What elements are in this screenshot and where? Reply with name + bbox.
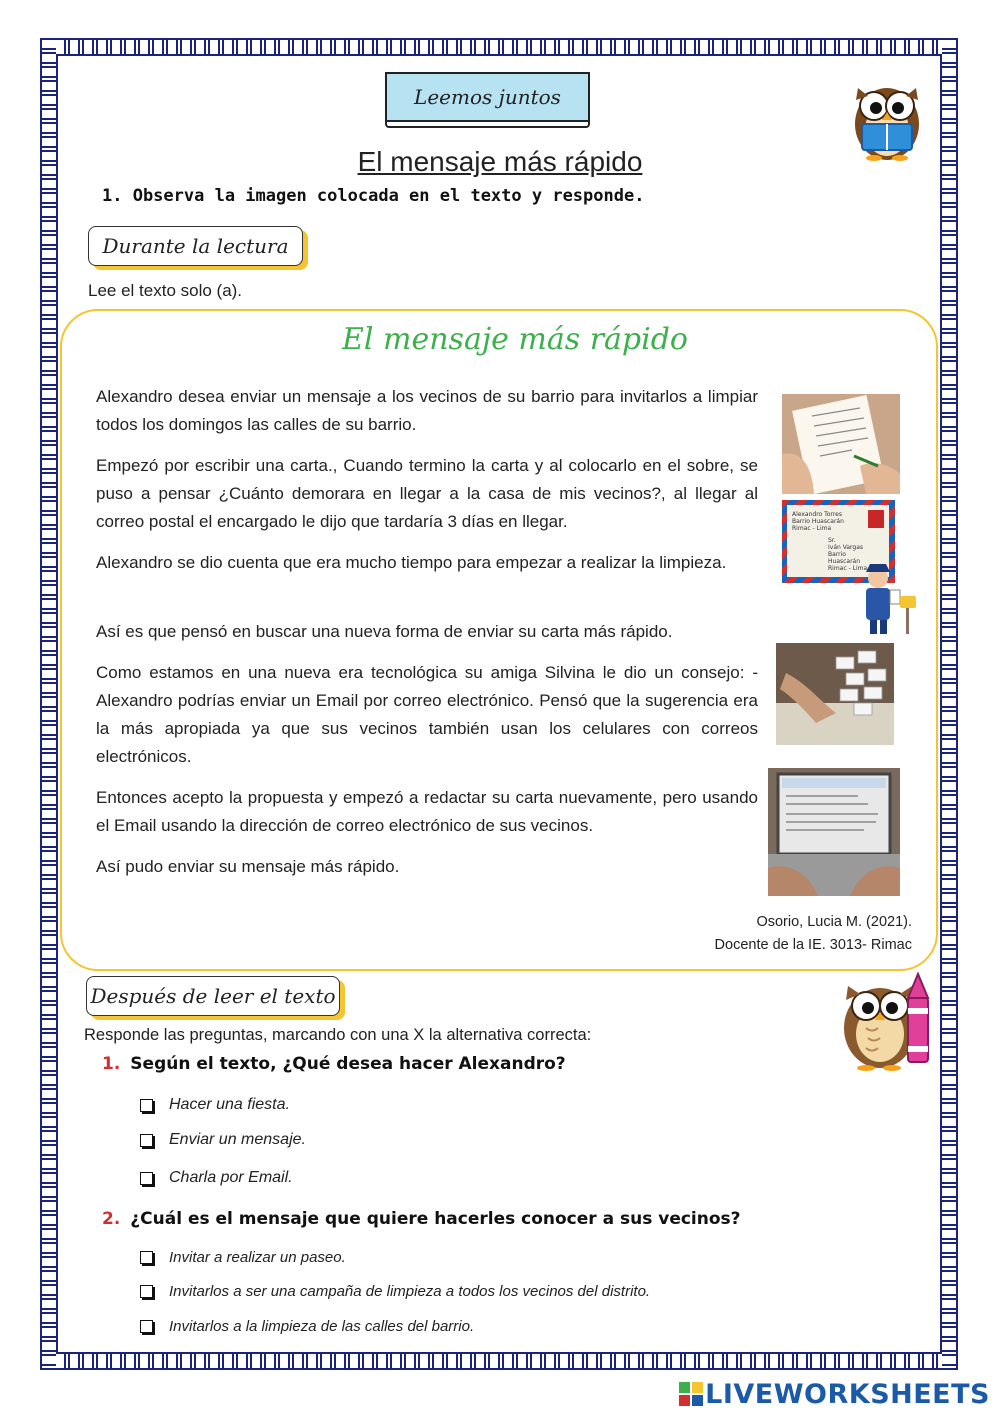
laptop-email-image — [768, 768, 900, 896]
owl-crayon-illustration — [836, 968, 940, 1074]
question-1-number: 1. — [102, 1054, 121, 1074]
paragraph-5: Como estamos en una nueva era tecnológica su amiga Silvina le dio un consejo: -Alexandro podrías enviar un Email por correo electrónico. Pensó que la sugerencia era la más apropiada ya que sus vecinos también usan los celulares con correos electrónicos. — [96, 663, 758, 766]
paragraph-2: Empezó por escribir una carta., Cuando termino la carta y al colocarlo en el sobre, se puso a pensar ¿Cuánto demorara en llegar a la casa de mis vecinos?, al llegar al correo postal el encargado le dijo que tardaría 3 días en llegar. — [96, 456, 758, 531]
envelope-mailman-image — [782, 500, 922, 636]
checkbox-icon[interactable] — [140, 1251, 153, 1264]
checkbox-icon[interactable] — [140, 1172, 153, 1185]
q1-option-1[interactable] — [140, 1096, 290, 1114]
checkbox-icon[interactable] — [140, 1320, 153, 1333]
reading-title: El mensaje más rápido — [342, 322, 688, 357]
q2-option-1-label: Invitar a realizar un paseo. — [169, 1249, 346, 1266]
liveworksheets-logo[interactable] — [679, 1377, 990, 1411]
envelope-recipient-line-5: Rimac - Lima — [828, 565, 868, 572]
liveworksheets-mark-icon — [679, 1382, 703, 1406]
paragraph-6: Entonces acepto la propuesta y empezó a redactar su carta nuevamente, pero usando el Email usando la dirección de correo electrónico de sus vecinos. — [96, 788, 758, 835]
question-2 — [102, 1209, 741, 1229]
email-envelopes-image — [776, 643, 894, 745]
writing-letter-image — [782, 394, 900, 494]
q1-option-2-label: Enviar un mensaje. — [169, 1131, 306, 1148]
during-reading-label: Durante la lectura — [102, 234, 289, 258]
question-1-text: Según el texto, ¿Qué desea hacer Alexandro? — [130, 1054, 566, 1074]
q2-option-2-label: Invitarlos a ser una campaña de limpieza a todos los vecinos del distrito. — [169, 1283, 651, 1300]
envelope-sender-line-1: Alexandro Torres — [792, 511, 842, 518]
q2-option-3-label: Invitarlos a la limpieza de las calles del barrio. — [169, 1318, 475, 1335]
during-reading-tag — [88, 226, 303, 266]
q2-option-2[interactable] — [140, 1283, 650, 1300]
question-2-text: ¿Cuál es el mensaje que quiere hacerles conocer a sus vecinos? — [130, 1209, 741, 1229]
after-reading-tag — [86, 976, 340, 1016]
checkbox-icon[interactable] — [140, 1134, 153, 1147]
envelope-sender-line-2: Barrio Huascarán — [792, 518, 844, 525]
question-2-number: 2. — [102, 1209, 121, 1229]
q1-option-2[interactable] — [140, 1131, 306, 1149]
paragraph-7: Así pudo enviar su mensaje más rápido. — [96, 857, 400, 876]
envelope-sender-line-3: Rimac - Lima — [792, 525, 832, 532]
answer-instruction: Responde las preguntas, marcando con una X la alternativa correcta: — [84, 1026, 592, 1044]
citation-author: Osorio, Lucia M. (2021). — [756, 914, 912, 930]
paragraph-3: Alexandro se dio cuenta que era mucho tiempo para empezar a realizar la limpieza. — [96, 553, 727, 572]
envelope-recipient-line-1: Sr. — [828, 537, 836, 544]
citation-school: Docente de la IE. 3013- Rimac — [714, 937, 912, 953]
banner-label: Leemos juntos — [414, 85, 561, 109]
q1-option-1-label: Hacer una fiesta. — [169, 1096, 290, 1113]
envelope-recipient-line-2: Iván Vargas — [828, 544, 863, 551]
observe-instruction: 1. Observa la imagen colocada en el texto y responde. — [102, 186, 645, 206]
question-1 — [102, 1054, 566, 1074]
checkbox-icon[interactable] — [140, 1099, 153, 1112]
q1-option-3-label: Charla por Email. — [169, 1169, 293, 1186]
after-reading-label: Después de leer el texto — [90, 984, 336, 1008]
paragraph-4: Así es que pensó en buscar una nueva forma de enviar su carta más rápido. — [96, 622, 673, 641]
header-banner — [385, 72, 590, 122]
q2-option-3[interactable] — [140, 1318, 474, 1335]
paragraph-1: Alexandro desea enviar un mensaje a los vecinos de su barrio para invitarlos a limpiar todos los domingos las calles de su barrio. — [96, 387, 758, 434]
q1-option-3[interactable] — [140, 1169, 293, 1187]
page-title: El mensaje más rápido — [357, 146, 643, 177]
liveworksheets-brand: LIVEWORKSHEETS — [705, 1378, 990, 1410]
envelope-recipient-line-3: Barrio — [828, 551, 846, 558]
checkbox-icon[interactable] — [140, 1285, 153, 1298]
envelope-recipient-line-4: Huascarán — [828, 558, 861, 565]
q2-option-1[interactable] — [140, 1249, 346, 1266]
read-alone-instruction: Lee el texto solo (a). — [88, 281, 243, 300]
